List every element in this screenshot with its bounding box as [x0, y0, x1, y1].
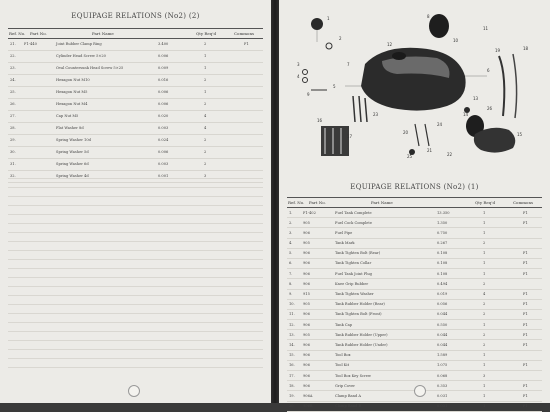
- commons-cell: F1: [523, 271, 528, 276]
- ref-cell: 5.: [289, 251, 293, 256]
- ref-cell: 3.: [289, 230, 293, 235]
- price-cell: 0.044: [437, 312, 448, 317]
- table-row: [8, 159, 263, 171]
- price-cell: 0.003: [158, 125, 169, 130]
- bolt-drawing-1: [415, 124, 419, 146]
- qty-cell: 2: [483, 241, 486, 246]
- qty-cell: 1: [483, 210, 486, 215]
- ref-cell: 4.: [289, 241, 293, 246]
- qty-cell: 3: [204, 173, 207, 178]
- screwdriver-2: [359, 96, 361, 122]
- qty-cell: 4: [483, 292, 486, 296]
- print-through-line: [8, 223, 263, 224]
- diagram-ref-label: 20: [403, 130, 409, 135]
- part-number-cell: F1-440: [24, 41, 37, 46]
- part-name-cell: Clamp Band B: [335, 404, 362, 409]
- diagram-ref-label: 14: [463, 112, 469, 117]
- part-number-cell: 905: [303, 220, 310, 225]
- qty-cell: 2: [204, 137, 207, 142]
- part-name-cell: Flat Washer 8d: [56, 125, 84, 130]
- diagram-ref-label: 1: [327, 16, 330, 21]
- table-row: [287, 300, 542, 310]
- commons-cell: F1: [523, 363, 528, 368]
- part-name-cell: Grip Cover: [335, 383, 355, 388]
- qty-cell: 1: [483, 322, 486, 327]
- price-cell: 0.550: [437, 322, 448, 327]
- diagram-ref-label: 6: [487, 68, 490, 73]
- part-number-cell: 906: [303, 251, 310, 256]
- price-cell: 0.494: [437, 281, 448, 286]
- print-through-line: [8, 331, 263, 332]
- part-name-cell: Tank Tighten Bolt (Rear): [335, 251, 381, 256]
- right-table-body: [287, 208, 542, 412]
- qty-cell: 3: [483, 373, 486, 378]
- print-through-line: [8, 259, 263, 260]
- part-name-cell: Fuel Pipe: [335, 230, 353, 235]
- col-part: Part No.: [30, 31, 47, 36]
- price-cell: 0.031: [437, 404, 448, 409]
- table-row: [287, 310, 542, 320]
- commons-cell: F1: [523, 210, 528, 215]
- qty-cell: 2: [483, 332, 486, 337]
- part-name-cell: Spring Washer 4d: [56, 173, 89, 178]
- diagram-ref-label: 2: [339, 36, 342, 41]
- qty-cell: 1: [483, 251, 486, 256]
- qty-cell: 4: [204, 113, 207, 118]
- ref-cell: 10.: [289, 302, 295, 307]
- right-page: [279, 0, 550, 409]
- price-cell: 0.750: [437, 230, 448, 235]
- price-cell: 0.108: [437, 251, 448, 256]
- table-row: [8, 87, 263, 99]
- part-number-cell: 906: [303, 342, 310, 347]
- part-number-cell: 906B: [303, 404, 313, 409]
- table-row: [287, 320, 542, 330]
- price-cell: 0.009: [158, 65, 169, 70]
- ref-cell: 24.: [10, 77, 16, 82]
- ref-cell: 18.: [289, 383, 295, 388]
- diagram-ref-label: 11: [483, 26, 489, 31]
- price-cell: 0.044: [437, 342, 448, 347]
- part-number-cell: 906: [303, 363, 310, 368]
- qty-cell: 1: [204, 53, 207, 58]
- col-commons: Commons: [513, 200, 534, 205]
- part-name-cell: Cylinder Head Screw 5×20: [56, 53, 106, 58]
- table-row: [287, 371, 542, 381]
- part-number-cell: 905: [303, 302, 310, 307]
- price-cell: 1.075: [437, 363, 448, 368]
- col-qty: Qty Req'd: [475, 200, 496, 205]
- diagram-ref-label: 22: [447, 152, 453, 157]
- price-cell: 13.350: [437, 210, 450, 215]
- washer-drawing-2: [303, 70, 308, 75]
- ref-cell: 6.: [289, 261, 293, 266]
- commons-cell: F1: [523, 312, 528, 317]
- screwdriver-1: [353, 96, 355, 122]
- print-through-line: [8, 178, 263, 179]
- diagram-ref-label: 8: [427, 14, 430, 19]
- part-name-cell: Tank Rubber Holder (Rear): [335, 302, 385, 307]
- ref-cell: 9.: [289, 292, 293, 296]
- price-cell: 0.006: [158, 149, 169, 154]
- qty-cell: 1: [483, 363, 486, 368]
- bolt-drawing-2: [425, 124, 429, 146]
- part-number-cell: 906: [303, 312, 310, 317]
- ref-cell: 27.: [10, 113, 16, 118]
- price-cell: 0.020: [158, 113, 169, 118]
- diagram-ref-label: 21: [427, 148, 433, 153]
- ref-cell: 25.: [10, 89, 16, 94]
- diagram-ref-label: 25: [407, 154, 413, 159]
- diagram-ref-label: 13: [473, 96, 479, 101]
- tool-box-drawing: [474, 128, 515, 153]
- diagram-ref-label: 9: [307, 92, 310, 97]
- fuel-cock-drawing: [311, 18, 323, 30]
- left-table-body: [8, 39, 263, 183]
- ref-cell: 15.: [289, 353, 295, 358]
- diagram-ref-label: 23: [373, 112, 379, 117]
- part-name-cell: Hexagon Nut M5: [56, 89, 88, 94]
- print-through-line: [8, 358, 263, 359]
- commons-cell: F1: [523, 322, 528, 327]
- price-cell: 1.350: [437, 220, 448, 225]
- table-row: [287, 259, 542, 269]
- part-name-cell: Clamp Band A: [335, 393, 362, 398]
- print-through-line: [8, 241, 263, 242]
- table-row: [287, 279, 542, 289]
- table-row: [8, 135, 263, 147]
- table-row: [287, 330, 542, 340]
- part-name-cell: Joint Rubber Clamp Ring: [56, 41, 102, 46]
- qty-cell: 1: [483, 230, 486, 235]
- diagram-ref-label: 3: [297, 62, 300, 67]
- part-number-cell: 905: [303, 332, 310, 337]
- price-cell: 0.353: [437, 383, 448, 388]
- ref-cell: 7.: [289, 271, 293, 276]
- table-row: [8, 75, 263, 87]
- part-name-cell: Fuel Cock Complete: [335, 220, 372, 225]
- ref-cell: 14.: [289, 342, 295, 347]
- commons-cell: F1: [523, 383, 528, 388]
- part-number-cell: 906: [303, 353, 310, 358]
- print-through-line: [8, 232, 263, 233]
- commons-cell: F1: [523, 251, 528, 256]
- price-cell: 0.006: [158, 101, 169, 106]
- ref-cell: 1.: [289, 210, 293, 215]
- price-cell: 0.024: [158, 137, 169, 142]
- col-commons: Commons: [234, 31, 255, 36]
- price-cell: 0.019: [437, 292, 448, 296]
- part-name-cell: Hexagon Nut M4: [56, 101, 88, 106]
- ref-cell: 8.: [289, 281, 293, 286]
- table-row: [287, 208, 542, 218]
- price-cell: 0.001: [158, 173, 169, 178]
- diagram-ref-label: 4: [297, 74, 300, 79]
- col-ref: Ref. No.: [288, 200, 305, 205]
- price-cell: 0.267: [437, 241, 448, 246]
- tank-cap-drawing: [392, 52, 406, 60]
- diagram-ref-label: 15: [517, 132, 523, 137]
- col-part: Part No.: [309, 200, 326, 205]
- print-through-line: [8, 313, 263, 314]
- price-cell: 1.589: [437, 353, 448, 358]
- part-name-cell: Tank Rubber Holder (Under): [335, 342, 388, 347]
- col-qty: Qty Req'd: [196, 31, 217, 36]
- qty-cell: 2: [204, 77, 207, 82]
- ref-cell: 21.: [10, 41, 16, 46]
- part-name-cell: Spring Washer 10d: [56, 137, 91, 142]
- qty-cell: 2: [204, 149, 207, 154]
- part-number-cell: 906: [303, 230, 310, 235]
- part-number-cell: 915: [303, 292, 310, 296]
- part-name-cell: Tank Tighten Collar: [335, 261, 372, 266]
- ref-cell: 2.: [289, 220, 293, 225]
- commons-cell: F1: [523, 261, 528, 266]
- print-through-line: [8, 286, 263, 287]
- print-through-line: [8, 250, 263, 251]
- commons-cell: F1: [523, 302, 528, 307]
- qty-cell: 1: [483, 393, 486, 398]
- print-through-line: [8, 268, 263, 269]
- price-cell: 3.400: [158, 41, 169, 46]
- table-row: [287, 228, 542, 238]
- knee-grip-left: [429, 14, 449, 38]
- ref-cell: 20.: [289, 404, 295, 409]
- part-number-cell: 906A: [303, 393, 313, 398]
- diagram-ref-label: 10: [453, 38, 459, 43]
- qty-cell: 1: [483, 383, 486, 388]
- print-through-line: [8, 295, 263, 296]
- part-number-cell: 906: [303, 383, 310, 388]
- table-row: [8, 147, 263, 159]
- part-name-cell: Tank Mark: [335, 241, 355, 246]
- col-ref: Ref. No.: [9, 31, 26, 36]
- ref-cell: 16.: [289, 363, 295, 368]
- qty-cell: 2: [204, 101, 207, 106]
- part-name-cell: Oval Countersunk Head Screw 5×25: [56, 65, 124, 70]
- screwdriver-3: [365, 98, 367, 122]
- fuel-pipe-drawing-2: [513, 54, 517, 118]
- price-cell: 0.003: [158, 161, 169, 166]
- print-through-line: [8, 187, 263, 188]
- part-name-cell: Tool Box: [335, 353, 351, 358]
- qty-cell: 1: [483, 353, 486, 358]
- print-through-line: [8, 367, 263, 368]
- part-name-cell: Cap Nut M5: [56, 113, 79, 118]
- washer-drawing-3: [303, 78, 308, 83]
- diagram-ref-label: 17: [347, 134, 353, 139]
- diagram-ref-label: 7: [347, 62, 350, 67]
- part-name-cell: Tank Cap: [335, 322, 353, 327]
- qty-cell: 1: [483, 404, 486, 409]
- right-table-header: [287, 197, 542, 208]
- table-row: [8, 123, 263, 135]
- left-page-number-badge: [128, 385, 140, 397]
- qty-cell: 2: [483, 281, 486, 286]
- table-row: [8, 99, 263, 111]
- price-cell: 0.044: [437, 332, 448, 337]
- price-cell: 0.006: [158, 89, 169, 94]
- commons-cell: F1: [523, 292, 528, 296]
- diagram-ref-label: 24: [437, 122, 443, 127]
- table-row: [8, 63, 263, 75]
- col-name: Part Name: [371, 200, 393, 205]
- col-name: Part Name: [92, 31, 114, 36]
- washer-drawing-1: [326, 43, 332, 49]
- commons-cell: F1: [244, 41, 249, 46]
- price-cell: 0.016: [158, 77, 169, 82]
- qty-cell: 1: [483, 271, 486, 276]
- right-page-number-badge: [414, 385, 426, 397]
- part-number-cell: F1-402: [303, 210, 316, 215]
- ref-cell: 13.: [289, 332, 295, 337]
- part-name-cell: Tank Tighten Washer: [335, 292, 374, 296]
- table-row: [8, 111, 263, 123]
- qty-cell: 4: [204, 125, 207, 130]
- part-name-cell: Spring Washer 6d: [56, 161, 89, 166]
- ref-cell: 17.: [289, 373, 295, 378]
- qty-cell: 1: [204, 89, 207, 94]
- price-cell: 0.108: [437, 261, 448, 266]
- exploded-parts-diagram: [287, 6, 542, 166]
- ref-cell: 26.: [10, 101, 16, 106]
- part-name-cell: Knee Grip Rubber: [335, 281, 369, 286]
- print-through-line: [8, 304, 263, 305]
- left-page: [0, 0, 271, 403]
- right-page-title: EQUIPAGE RELATIONS (No2) (1): [350, 183, 479, 191]
- commons-cell: F1: [523, 404, 528, 409]
- part-name-cell: Fuel Tank Complete: [335, 210, 372, 215]
- part-name-cell: Tool Kit: [335, 363, 350, 368]
- ref-cell: 23.: [10, 65, 16, 70]
- ref-cell: 31.: [10, 161, 16, 166]
- ref-cell: 28.: [10, 125, 16, 130]
- part-number-cell: 906: [303, 261, 310, 266]
- ref-cell: 32.: [10, 173, 16, 178]
- left-page-title: EQUIPAGE RELATIONS (No2) (2): [71, 12, 200, 20]
- commons-cell: F1: [523, 393, 528, 398]
- ref-cell: 29.: [10, 137, 16, 142]
- table-row: [8, 39, 263, 51]
- price-cell: 0.006: [158, 53, 169, 58]
- part-number-cell: 905: [303, 241, 310, 246]
- qty-cell: 2: [483, 312, 486, 317]
- part-number-cell: 906: [303, 271, 310, 276]
- price-cell: 0.108: [437, 271, 448, 276]
- commons-cell: F1: [523, 220, 528, 225]
- print-through-line: [8, 349, 263, 350]
- table-row: [287, 351, 542, 361]
- print-through-line: [8, 205, 263, 206]
- left-table-header: [8, 28, 263, 39]
- diagram-ref-label: 19: [495, 48, 501, 53]
- table-row: [8, 51, 263, 63]
- commons-cell: F1: [523, 342, 528, 347]
- print-through-line: [8, 322, 263, 323]
- table-row: [287, 290, 542, 300]
- part-name-cell: Tank Tighten Bolt (Front): [335, 312, 382, 317]
- print-through-line: [8, 340, 263, 341]
- qty-cell: 2: [483, 342, 486, 347]
- ref-cell: 30.: [10, 149, 16, 154]
- diagram-ref-label: 12: [387, 42, 393, 47]
- print-through-line: [8, 277, 263, 278]
- diagram-ref-label: 5: [333, 84, 336, 89]
- part-name-cell: Spring Washer 5d: [56, 149, 89, 154]
- ref-cell: 12.: [289, 322, 295, 327]
- fuel-pipe-drawing: [499, 56, 504, 116]
- table-row: [8, 171, 263, 183]
- print-through-line: [8, 196, 263, 197]
- qty-cell: 1: [483, 220, 486, 225]
- table-row: [287, 361, 542, 371]
- commons-cell: F1: [523, 332, 528, 337]
- table-row: [287, 269, 542, 279]
- table-row: [287, 239, 542, 249]
- qty-cell: 2: [204, 41, 207, 46]
- diagram-ref-label: 26: [487, 106, 493, 111]
- part-number-cell: 906: [303, 322, 310, 327]
- table-row: [287, 249, 542, 259]
- table-row: [287, 218, 542, 228]
- book-gutter: [271, 0, 279, 403]
- diagram-ref-label: 16: [317, 118, 323, 123]
- part-name-cell: Hexagon Nut M10: [56, 77, 90, 82]
- diagram-ref-label: 18: [523, 46, 529, 51]
- ref-cell: 11.: [289, 312, 295, 317]
- part-name-cell: Fuel Tank Joint Plug: [335, 271, 372, 276]
- table-row: [287, 402, 542, 412]
- part-name-cell: Tool Box Key Screw: [335, 373, 371, 378]
- qty-cell: 1: [483, 261, 486, 266]
- ref-cell: 22.: [10, 53, 16, 58]
- price-cell: 0.056: [437, 302, 448, 307]
- part-name-cell: Tank Rubber Holder (Upper): [335, 332, 388, 337]
- table-row: [287, 340, 542, 350]
- ref-cell: 19.: [289, 393, 295, 398]
- part-number-cell: 906: [303, 281, 310, 286]
- print-through-line: [8, 214, 263, 215]
- price-cell: 0.068: [437, 373, 448, 378]
- qty-cell: 2: [483, 302, 486, 307]
- qty-cell: 1: [204, 65, 207, 70]
- part-number-cell: 906: [303, 373, 310, 378]
- price-cell: 0.031: [437, 393, 448, 398]
- qty-cell: 2: [204, 161, 207, 166]
